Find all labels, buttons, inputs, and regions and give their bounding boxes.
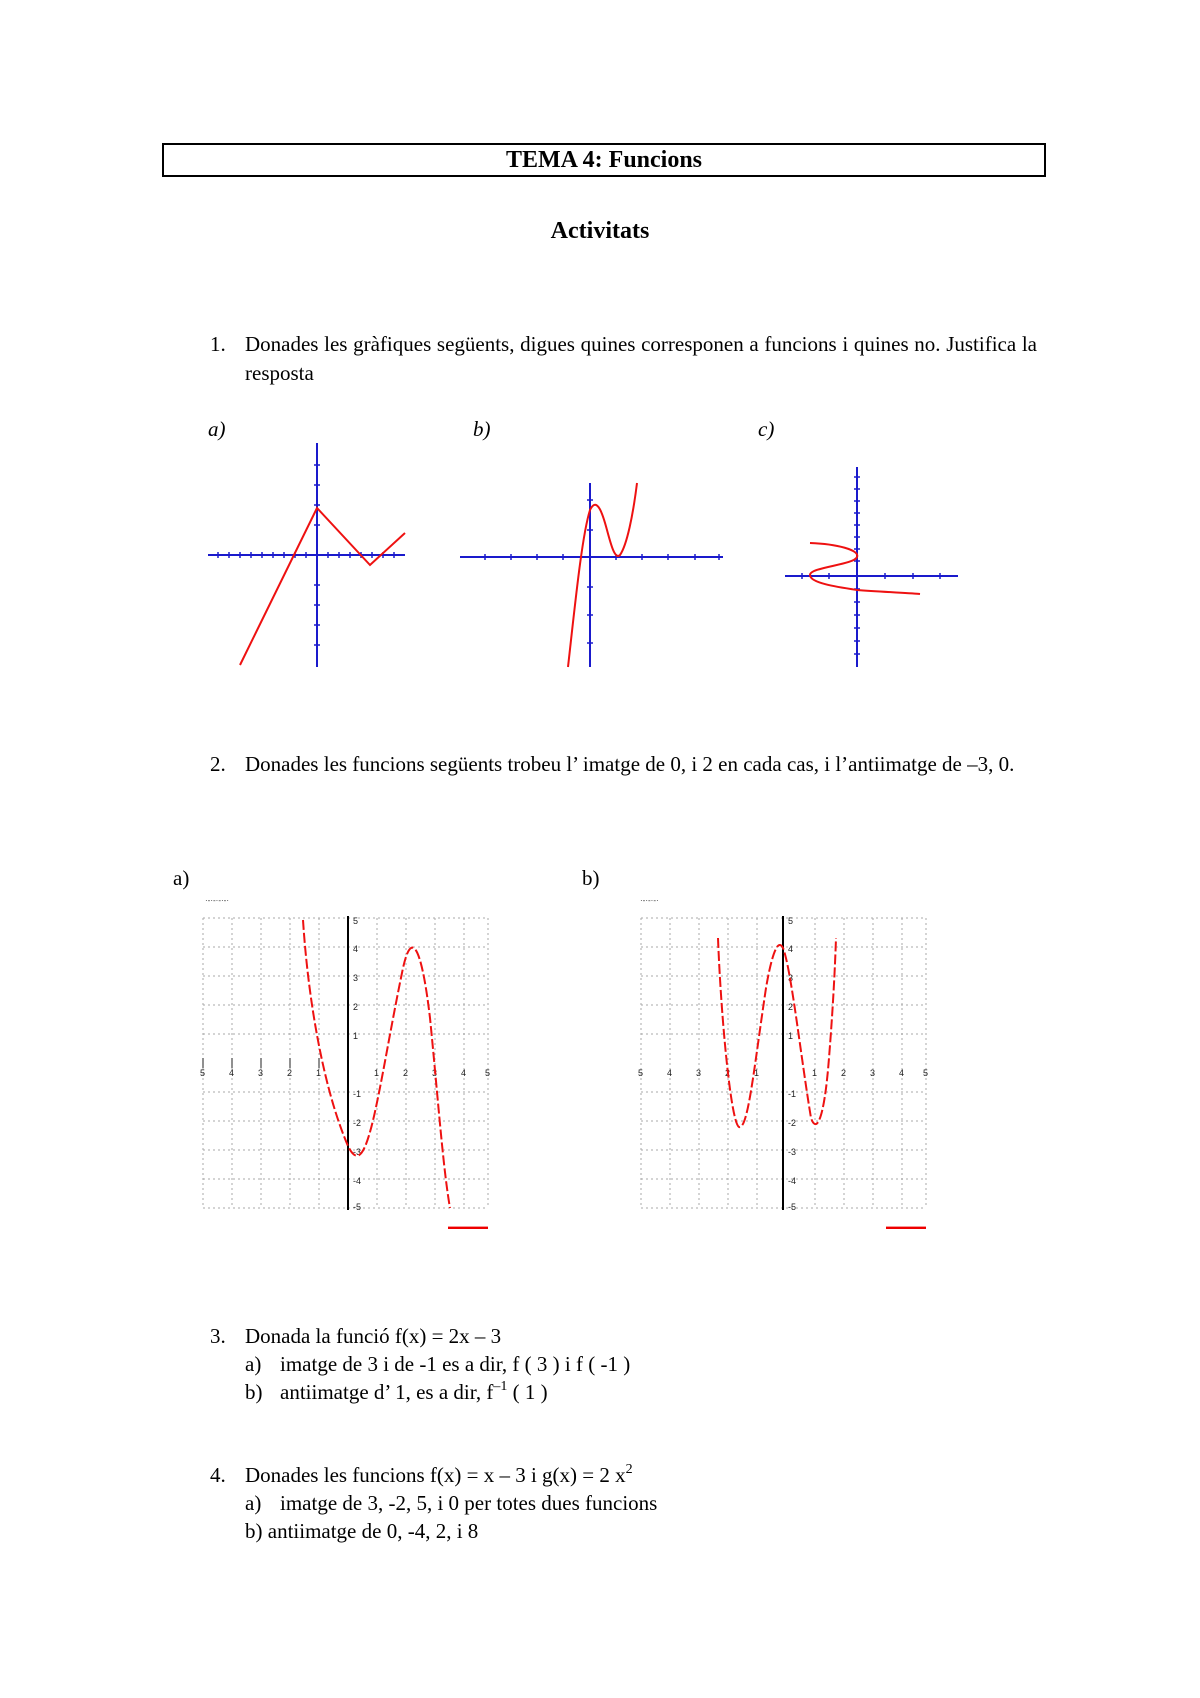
svg-text:3: 3 (353, 973, 359, 983)
question-3b-text-part1: antiimatge d’ 1, es a dir, f (280, 1380, 494, 1404)
svg-text:-3: -3 (788, 1147, 797, 1157)
page-title: TEMA 4: Funcions (162, 143, 1046, 177)
question-4b-text: b) antiimatge de 0, -4, 2, i 8 (245, 1519, 479, 1543)
svg-text:5: 5 (200, 1068, 206, 1078)
svg-text:4: 4 (229, 1068, 235, 1078)
watermark-b: ▬▬▬▬▬ (886, 1222, 926, 1231)
svg-text:3: 3 (696, 1068, 702, 1078)
svg-text:3: 3 (870, 1068, 876, 1078)
svg-text:2: 2 (353, 1002, 359, 1012)
section-subtitle: Activitats (550, 218, 650, 244)
question-3b-superscript: –1 (493, 1379, 508, 1394)
svg-text:3: 3 (788, 973, 794, 983)
svg-text:5: 5 (353, 916, 359, 926)
graph-2a (198, 908, 498, 1218)
graph-1b (455, 475, 727, 675)
question-3b-label: b) (245, 1380, 263, 1404)
question-4a-text: imatge de 3, -2, 5, i 0 per totes dues funcions (280, 1491, 658, 1515)
svg-text:4: 4 (461, 1068, 467, 1078)
question-3-number: 3. (210, 1324, 226, 1348)
svg-text:3: 3 (432, 1068, 438, 1078)
question-4-text-main: Donades les funcions f(x) = x – 3 i g(x) = 2 x (245, 1463, 626, 1487)
question-3b-text-part2: ( 1 ) (507, 1380, 548, 1404)
svg-text:-1: -1 (353, 1089, 362, 1099)
question-4a-label: a) (245, 1491, 262, 1515)
svg-text:2: 2 (788, 1002, 794, 1012)
question-3a-text: imatge de 3 i de -1 es a dir, f ( 3 ) i f ( -1 ) (280, 1352, 631, 1376)
question-2-number: 2. (210, 752, 226, 776)
svg-text:-4: -4 (788, 1176, 797, 1186)
svg-text:1: 1 (788, 1031, 794, 1041)
graph-2b (636, 908, 936, 1218)
graph-1c (782, 462, 962, 677)
svg-text:-5: -5 (353, 1202, 362, 1212)
formula-b-caption: ·-·-·-· (640, 896, 659, 905)
svg-text:-2: -2 (788, 1118, 797, 1128)
question-3-text: Donada la funció f(x) = 2x – 3 (245, 1324, 502, 1348)
svg-text:3: 3 (258, 1068, 264, 1078)
svg-text:5: 5 (638, 1068, 644, 1078)
svg-text:4: 4 (899, 1068, 905, 1078)
svg-text:5: 5 (485, 1068, 491, 1078)
formula-a-caption: ·-·-·-·-· (205, 896, 229, 905)
question-4-superscript: 2 (625, 1462, 633, 1477)
function-a-label: a) (173, 866, 190, 890)
svg-text:5: 5 (788, 916, 794, 926)
svg-text:1: 1 (754, 1068, 760, 1078)
svg-text:2: 2 (403, 1068, 409, 1078)
svg-text:-5: -5 (788, 1202, 797, 1212)
graph-1a (200, 435, 415, 675)
svg-text:4: 4 (788, 944, 794, 954)
svg-text:1: 1 (812, 1068, 818, 1078)
question-1-number: 1. (210, 332, 226, 356)
svg-text:-2: -2 (353, 1118, 362, 1128)
graph-c-label: c) (758, 417, 775, 441)
svg-text:1: 1 (353, 1031, 359, 1041)
svg-text:2: 2 (841, 1068, 847, 1078)
svg-text:2: 2 (287, 1068, 293, 1078)
svg-text:4: 4 (353, 944, 359, 954)
graph-b-label: b) (473, 417, 491, 441)
question-4-number: 4. (210, 1463, 226, 1487)
svg-text:4: 4 (667, 1068, 673, 1078)
svg-text:1: 1 (374, 1068, 380, 1078)
question-2-text: Donades les funcions següents trobeu l’ imatge de 0, i 2 en cada cas, i l’antiimatge de –3, 0. (245, 752, 1015, 776)
question-3a-label: a) (245, 1352, 262, 1376)
question-1-text: Donades les gràfiques següents, digues quines corresponen a funcions i quines no. Justifica la resposta (245, 332, 1037, 385)
svg-text:-3: -3 (353, 1147, 362, 1157)
svg-text:-1: -1 (788, 1089, 797, 1099)
svg-text:1: 1 (316, 1068, 322, 1078)
function-b-label: b) (582, 866, 600, 890)
question-3b-text (280, 1378, 548, 1410)
graph-a-label: a) (208, 417, 226, 441)
svg-text:-4: -4 (353, 1176, 362, 1186)
watermark-a: ▬▬▬▬▬ (448, 1222, 488, 1231)
svg-text:2: 2 (725, 1068, 731, 1078)
svg-text:5: 5 (923, 1068, 929, 1078)
